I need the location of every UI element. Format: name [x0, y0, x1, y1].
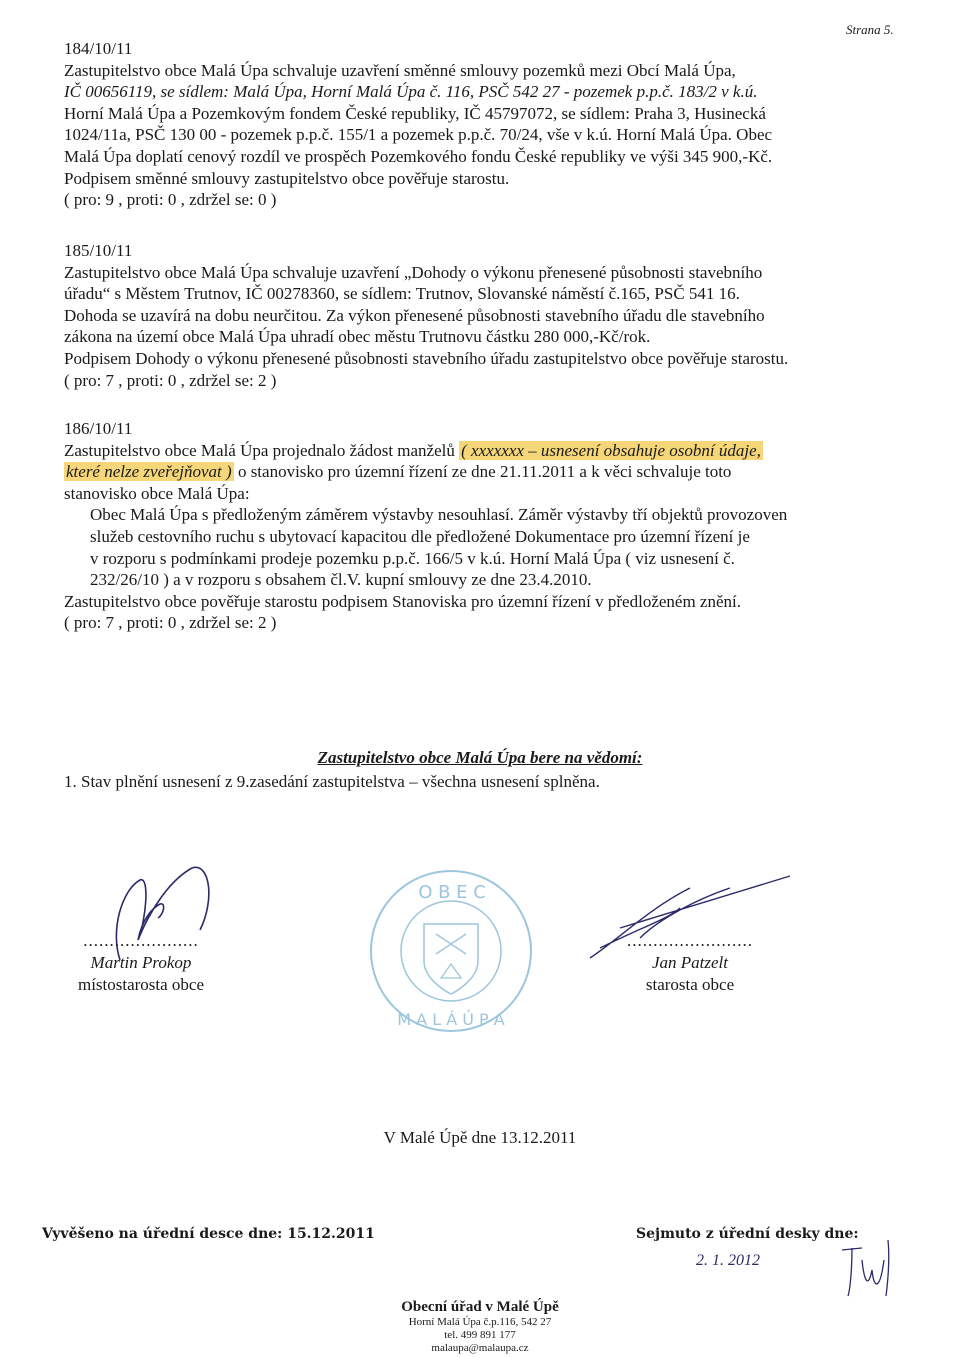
office-email: malaupa@malaupa.cz [431, 1342, 529, 1354]
resolution-text: o stanovisko pro územní řízení ze dne 21.11.2011 a k věci schvaluje toto [237, 462, 732, 482]
removed-signature-scribble [838, 1230, 898, 1300]
office-address: Horní Malá Úpa č.p.116, 542 27 [408, 1316, 552, 1328]
resolution-text: Zastupitelstvo obce Malá Úpa projednalo žádost manželů [64, 440, 455, 460]
resolution-line: Horní Malá Úpa a Pozemkovým fondem České republiky, IČ 45797072, se sídlem: Praha 3, Husinecká [64, 103, 766, 123]
notice-item: 1. Stav plnění usnesení z 9.zasedání zastupitelstva – všechna usnesení splněna. [64, 772, 600, 791]
signature-block-right [600, 930, 780, 996]
signatory-name: Jan Patzelt [651, 953, 728, 972]
notice-title: Zastupitelstvo obce Malá Úpa bere na vědomí: [317, 748, 643, 767]
signatory-name: Martin Prokop [90, 953, 192, 972]
redaction-highlight: které nelze zveřejňovat ) [66, 462, 232, 482]
resolution-line: Podpisem směnné smlouvy zastupitelstvo obce pověřuje starostu. [64, 168, 510, 188]
resolution-line: zákona na území obce Malá Úpa uhradí obec městu Trutnovu částku 280 000,-Kč/rok. [64, 327, 651, 347]
resolution-number: 184/10/11 [64, 39, 133, 58]
resolution-186 [64, 418, 904, 634]
vote-result: ( pro: 9 , proti: 0 , zdržel se: 0 ) [64, 190, 277, 210]
signature-line: ........................ [627, 931, 753, 950]
resolution-line: stanovisko obce Malá Úpa: [64, 483, 250, 503]
removed-date-handwritten: 2. 1. 2012 [696, 1252, 760, 1269]
resolution-line: 1024/11a, PSČ 130 00 - pozemek p.p.č. 155/1 a pozemek p.p.č. 70/24, vše v k.ú. Horní Malá Úpa. Obec [64, 125, 773, 145]
resolution-184 [64, 38, 904, 211]
signature-line: ...................... [83, 931, 199, 950]
place-date: V Malé Úpě dne 13.12.2011 [383, 1128, 577, 1147]
resolution-line: Malá Úpa doplatí cenový rozdíl ve prospěch Pozemkového fondu České republiky ve výši 345 900,-Kč. [64, 146, 773, 166]
resolution-number: 185/10/11 [64, 241, 133, 260]
signatory-role: starosta obce [645, 975, 735, 994]
resolution-line: IČ 00656119, se sídlem: Malá Úpa, Horní Malá Úpa č. 116, PSČ 542 27 - pozemek p.p.č. 183/2 v k.ú. [64, 82, 758, 102]
vote-result: ( pro: 7 , proti: 0 , zdržel se: 2 ) [64, 613, 277, 633]
stamp-text-top: O B E C [418, 882, 486, 903]
signature-block-left [56, 930, 226, 996]
resolution-line: Zastupitelstvo obce Malá Úpa schvaluje uzavření směnné smlouvy pozemků mezi Obcí Malá Úpa, [64, 60, 736, 80]
office-footer [0, 1298, 960, 1355]
posted-date: Vyvěšeno na úřední desce dne: 15.12.2011 [42, 1226, 375, 1242]
vote-result: ( pro: 7 , proti: 0 , zdržel se: 2 ) [64, 370, 277, 390]
stamp-text-bottom: M A L Á Ú P A [397, 1010, 505, 1029]
statement-line: služeb cestovního ruchu s ubytovací kapacitou dle předložené Dokumentace pro územní řízení je [90, 526, 750, 546]
resolution-line [64, 440, 904, 462]
removed-label: Sejmuto z úřední desky dne: [636, 1226, 859, 1242]
resolution-line: Zastupitelstvo obce Malá Úpa schvaluje uzavření „Dohody o výkonu přenesené působnosti stavebního [64, 262, 763, 282]
statement-line: 232/26/10 ) a v rozporu s obsahem čl.V. kupní smlouvy ze dne 23.4.2010. [90, 570, 592, 590]
redaction-highlight: ( xxxxxxx – usnesení obsahuje osobní údaje, [461, 440, 761, 460]
resolution-line: úřadu“ s Městem Trutnov, IČ 00278360, se sídlem: Trutnov, Slovanské náměstí č.165, PSČ 541 16. [64, 284, 740, 304]
resolution-line [64, 461, 904, 483]
resolution-number: 186/10/11 [64, 419, 133, 438]
resolution-line: Podpisem Dohody o výkonu přenesené působnosti stavebního úřadu zastupitelstvo obce pověřuje starostu. [64, 348, 789, 368]
resolution-line: Dohoda se uzavírá na dobu neurčitou. Za výkon přenesené působnosti stavebního úřadu dle stavebního [64, 305, 765, 325]
statement-line: v rozporu s podmínkami prodeje pozemku p.p.č. 166/5 v k.ú. Horní Malá Úpa ( viz usnesení č. [90, 548, 735, 568]
statement-line: Obec Malá Úpa s předloženým záměrem výstavby nesouhlasí. Záměr výstavby tří objektů provozoven [90, 505, 788, 525]
signatory-role: místostarosta obce [77, 975, 205, 994]
office-phone: tel. 499 891 177 [444, 1329, 516, 1341]
page-number: Strana 5. [846, 22, 894, 37]
office-title: Obecní úřad v Malé Úpě [401, 1299, 559, 1315]
resolution-185 [64, 240, 904, 391]
resolution-line: Zastupitelstvo obce pověřuje starostu podpisem Stanoviska pro územní řízení v předloženém znění. [64, 591, 741, 611]
